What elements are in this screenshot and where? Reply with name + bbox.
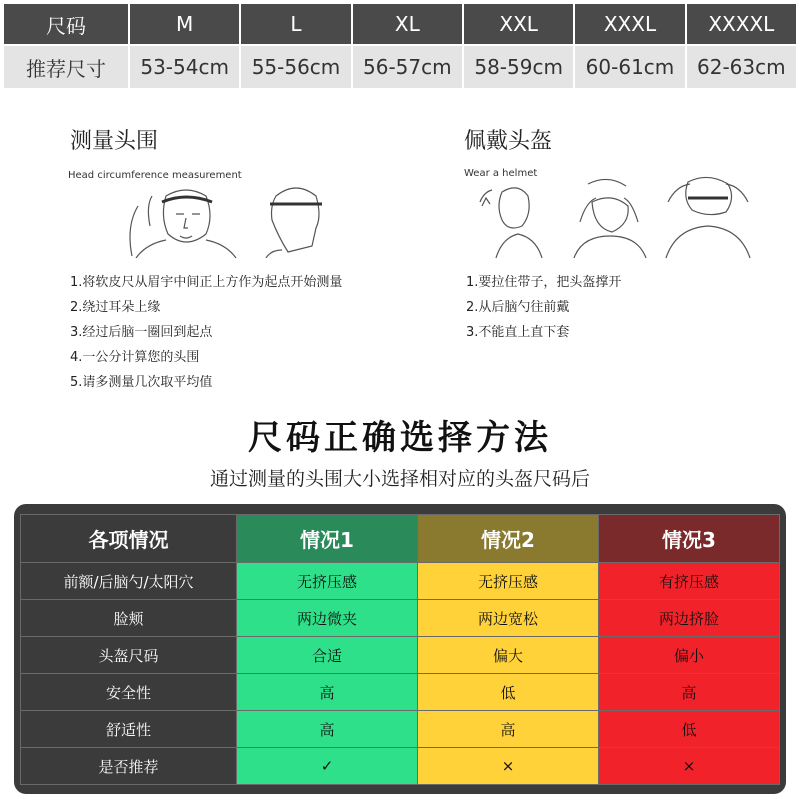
measure-title: 测量头围 xyxy=(70,129,159,154)
size-header-label: 尺码 xyxy=(3,3,129,45)
comparison-table xyxy=(20,514,780,785)
size-value-xxxl: 60-61cm xyxy=(574,45,685,89)
measure-steps xyxy=(70,270,342,395)
cross-mark-icon: × xyxy=(599,748,780,785)
row-label: 头盔尺码 xyxy=(21,637,237,674)
case2-cell: 两边宽松 xyxy=(418,600,599,637)
row-label: 安全性 xyxy=(21,674,237,711)
comparison-header-case3: 情况3 xyxy=(599,515,780,563)
size-header-l: L xyxy=(240,3,351,45)
measure-step: 1.将软皮尺从眉宇中间正上方作为起点开始测量 xyxy=(70,275,343,290)
row-label: 前额/后脑勺/太阳穴 xyxy=(21,563,237,600)
size-value-xxl: 58-59cm xyxy=(463,45,574,89)
cross-mark-icon: × xyxy=(418,748,599,785)
size-header-xxxl: XXXL xyxy=(574,3,685,45)
size-row-label: 推荐尺寸 xyxy=(3,45,129,89)
case1-cell: 高 xyxy=(237,711,418,748)
case1-cell: 合适 xyxy=(237,637,418,674)
comparison-header-case1: 情况1 xyxy=(237,515,418,563)
case3-cell: 低 xyxy=(599,711,780,748)
comparison-header-label: 各项情况 xyxy=(21,515,237,563)
comparison-row xyxy=(21,600,780,637)
comparison-header xyxy=(21,515,780,563)
case2-cell: 高 xyxy=(418,711,599,748)
check-mark-icon: ✓ xyxy=(237,748,418,785)
row-label: 舒适性 xyxy=(21,711,237,748)
case1-cell: 两边微夹 xyxy=(237,600,418,637)
case2-cell: 偏大 xyxy=(418,637,599,674)
head-measurement-illustration xyxy=(66,166,326,258)
size-table xyxy=(2,2,798,90)
case3-cell: 偏小 xyxy=(599,637,780,674)
case3-cell: 有挤压感 xyxy=(599,563,780,600)
headline: 尺码正确选择方法 xyxy=(248,418,552,458)
comparison-header-case2: 情况2 xyxy=(418,515,599,563)
size-value-l: 55-56cm xyxy=(240,45,351,89)
comparison-row xyxy=(21,711,780,748)
size-header-m: M xyxy=(129,3,240,45)
measure-illus-caption: Head circumference measurement xyxy=(68,170,242,181)
comparison-row xyxy=(21,563,780,600)
case1-cell: 无挤压感 xyxy=(237,563,418,600)
wear-illus-caption: Wear a helmet xyxy=(464,168,538,179)
wear-step: 1.要拉住带子，把头盔撑开 xyxy=(466,275,622,290)
comparison-row xyxy=(21,637,780,674)
wear-step: 3.不能直上直下套 xyxy=(466,325,570,340)
row-label: 是否推荐 xyxy=(21,748,237,785)
comparison-row xyxy=(21,674,780,711)
case3-cell: 高 xyxy=(599,674,780,711)
wear-title: 佩戴头盔 xyxy=(464,129,553,154)
measure-step: 3.经过后脑一圈回到起点 xyxy=(70,325,213,340)
wear-step: 2.从后脑勺往前戴 xyxy=(466,300,570,315)
wear-helmet-illustration xyxy=(462,162,762,262)
subline: 通过测量的头围大小选择相对应的头盔尺码后 xyxy=(209,468,590,490)
size-value-xxxxl: 62-63cm xyxy=(686,45,797,89)
size-header-xxxxl: XXXXL xyxy=(686,3,797,45)
size-value-xl: 56-57cm xyxy=(352,45,463,89)
size-header-xl: XL xyxy=(352,3,463,45)
case3-cell: 两边挤脸 xyxy=(599,600,780,637)
size-table-header xyxy=(3,3,797,45)
size-header-xxl: XXL xyxy=(463,3,574,45)
measure-step: 2.绕过耳朵上缘 xyxy=(70,300,161,315)
size-value-m: 53-54cm xyxy=(129,45,240,89)
comparison-panel xyxy=(14,504,786,794)
comparison-row xyxy=(21,748,780,785)
row-label: 脸颊 xyxy=(21,600,237,637)
measure-step: 4.一公分计算您的头围 xyxy=(70,350,200,365)
case2-cell: 无挤压感 xyxy=(418,563,599,600)
size-table-row xyxy=(3,45,797,89)
case2-cell: 低 xyxy=(418,674,599,711)
measure-step: 5.请多测量几次取平均值 xyxy=(70,375,213,390)
case1-cell: 高 xyxy=(237,674,418,711)
wear-steps xyxy=(466,270,621,345)
